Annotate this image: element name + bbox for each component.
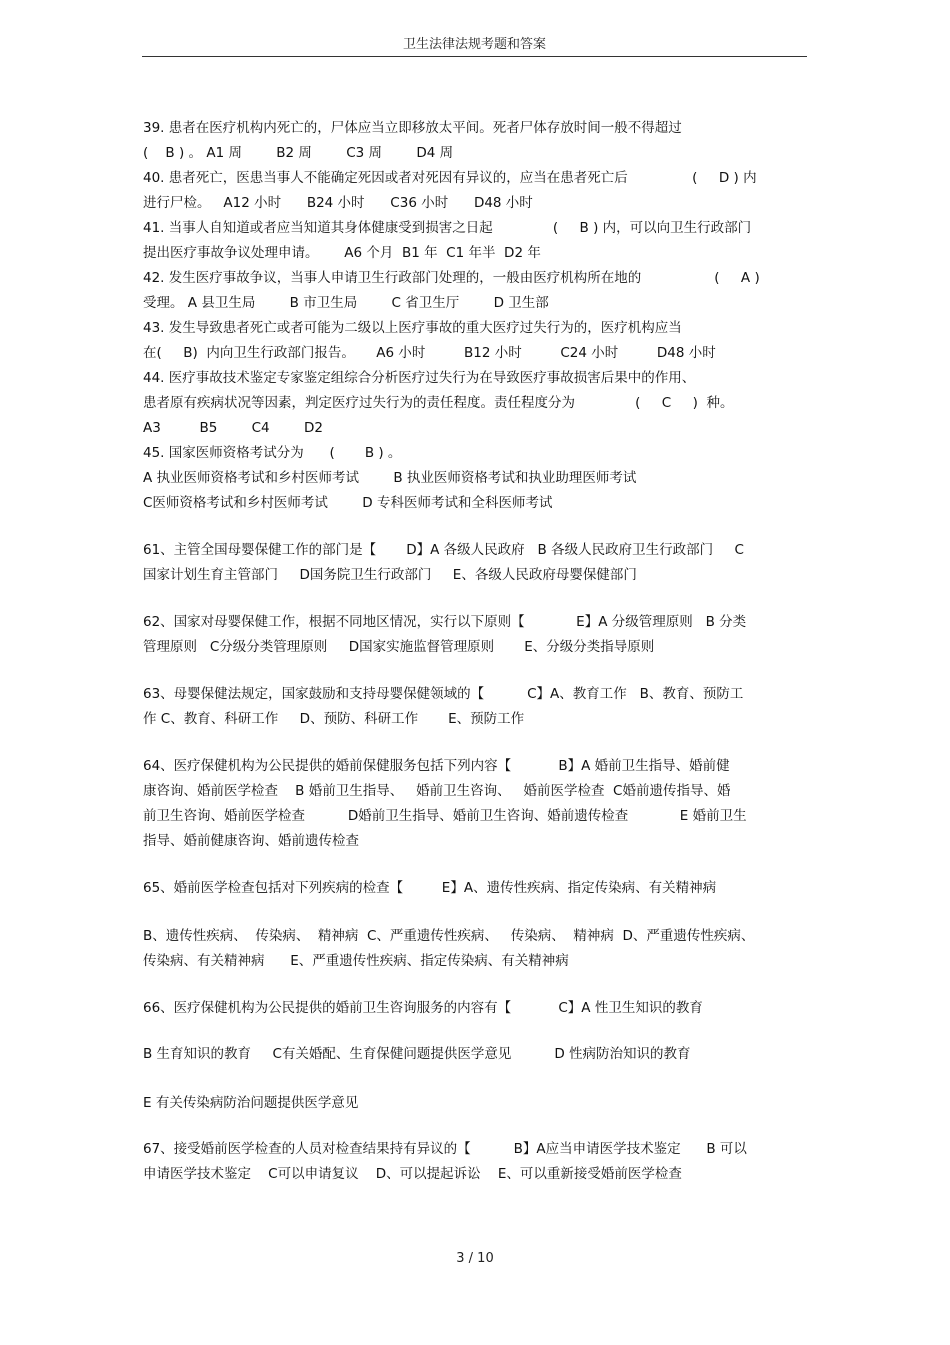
page-header-title: 卫生法律法规考题和答案 (142, 36, 807, 57)
text-line-q64-cont-2: 前卫生咨询、婚前医学检查 D婚前卫生指导、婚前卫生咨询、婚前遗传检查 E 婚前卫生 (143, 808, 747, 824)
text-line-q67-cont: 申请医学技术鉴定 C可以申请复议 D、可以提起诉讼 E、可以重新接受婚前医学检查 (143, 1166, 682, 1182)
text-line-q65-options: B、遗传性疾病、 传染病、 精神病 C、严重遗传性疾病、 传染病、 精神病 D、严重遗传性疾病、 (143, 928, 755, 944)
text-line-q62: 62、国家对母婴保健工作，根据不同地区情况，实行以下原则【 E】A 分级管理原则 B 分类 (143, 614, 747, 630)
text-line-q64-cont-1: 康咨询、婚前医学检查 B 婚前卫生指导、 婚前卫生咨询、 婚前医学检查 C婚前遗传指导、婚 (143, 783, 731, 799)
text-line-q62-cont: 管理原则 C分级分类管理原则 D国家实施监督管理原则 E、分级分类指导原则 (143, 639, 655, 655)
text-line-q42-options: 受理。 A 县卫生局 B 市卫生局 C 省卫生厅 D 卫生部 (143, 295, 549, 311)
text-line-q45: 45. 国家医师资格考试分为 ( B ) 。 (143, 445, 402, 461)
text-line-q43-options: 在( B) 内向卫生行政部门报告。 A6 小时 B12 小时 C24 小时 D48 小时 (143, 345, 716, 361)
text-line-q61-cont: 国家计划生育主管部门 D国务院卫生行政部门 E、各级人民政府母婴保健部门 (143, 567, 637, 583)
text-line-q64: 64、医疗保健机构为公民提供的婚前保健服务包括下列内容【 B】A 婚前卫生指导、婚前健 (143, 758, 730, 774)
text-line-q64-cont-3: 指导、婚前健康咨询、婚前遗传检查 (143, 833, 359, 849)
text-line-q65-options-cont: 传染病、有关精神病 E、严重遗传性疾病、指定传染病、有关精神病 (143, 953, 569, 969)
text-line-q40-options: 进行尸检。 A12 小时 B24 小时 C36 小时 D48 小时 (143, 195, 533, 211)
text-line-q44-options: A3 B5 C4 D2 (143, 420, 323, 436)
text-line-q45-options-cd: C医师资格考试和乡村医师考试 D 专科医师考试和全科医师考试 (143, 495, 553, 511)
text-line-q66: 66、医疗保健机构为公民提供的婚前卫生咨询服务的内容有【 C】A 性卫生知识的教育 (143, 1000, 703, 1016)
text-line-q39: 39. 患者在医疗机构内死亡的，尸体应当立即移放太平间。死者尸体存放时间一般不得超过 (143, 120, 682, 136)
text-line-q41: 41. 当事人自知道或者应当知道其身体健康受到损害之日起 ( B ) 内，可以向卫生行政部门 (143, 220, 752, 236)
text-line-q43: 43. 发生导致患者死亡或者可能为二级以上医疗事故的重大医疗过失行为的，医疗机构应当 (143, 320, 682, 336)
page-number: 3 / 10 (456, 1251, 494, 1266)
text-line-q44-cont: 患者原有疾病状况等因素，判定医疗过失行为的责任程度。责任程度分为 ( C ) 种。 (143, 395, 734, 411)
text-line-q44: 44. 医疗事故技术鉴定专家鉴定组综合分析医疗过失行为在导致医疗事故损害后果中的作用、 (143, 370, 696, 386)
text-line-q42: 42. 发生医疗事故争议，当事人申请卫生行政部门处理的，一般由医疗机构所在地的 ( A ) (143, 270, 760, 286)
text-line-q65: 65、婚前医学检查包括对下列疾病的检查【 E】A、遗传性疾病、指定传染病、有关精神病 (143, 880, 717, 896)
text-line-q40: 40. 患者死亡，医患当事人不能确定死因或者对死因有异议的，应当在患者死亡后 ( D ) 内 (143, 170, 757, 186)
text-line-q61: 61、主管全国母婴保健工作的部门是【 D】A 各级人民政府 B 各级人民政府卫生行政部门 C (143, 542, 744, 558)
text-line-q63-cont: 作 C、教育、科研工作 D、预防、科研工作 E、预防工作 (143, 711, 525, 727)
text-line-q63: 63、母婴保健法规定，国家鼓励和支持母婴保健领域的【 C】A、教育工作 B、教育、预防工 (143, 686, 744, 702)
text-line-q67: 67、接受婚前医学检查的人员对检查结果持有异议的【 B】A应当申请医学技术鉴定 B 可以 (143, 1141, 747, 1157)
text-line-q66-option-e: E 有关传染病防治问题提供医学意见 (143, 1095, 359, 1111)
text-line-q39-options: ( B ) 。 A1 周 B2 周 C3 周 D4 周 (143, 145, 454, 161)
text-line-q41-options: 提出医疗事故争议处理申请。 A6 个月 B1 年 C1 年半 D2 年 (143, 245, 541, 261)
text-line-q45-options-ab: A 执业医师资格考试和乡村医师考试 B 执业医师资格考试和执业助理医师考试 (143, 470, 637, 486)
text-line-q66-options: B 生育知识的教育 C有关婚配、生育保健问题提供医学意见 D 性病防治知识的教育 (143, 1046, 691, 1062)
